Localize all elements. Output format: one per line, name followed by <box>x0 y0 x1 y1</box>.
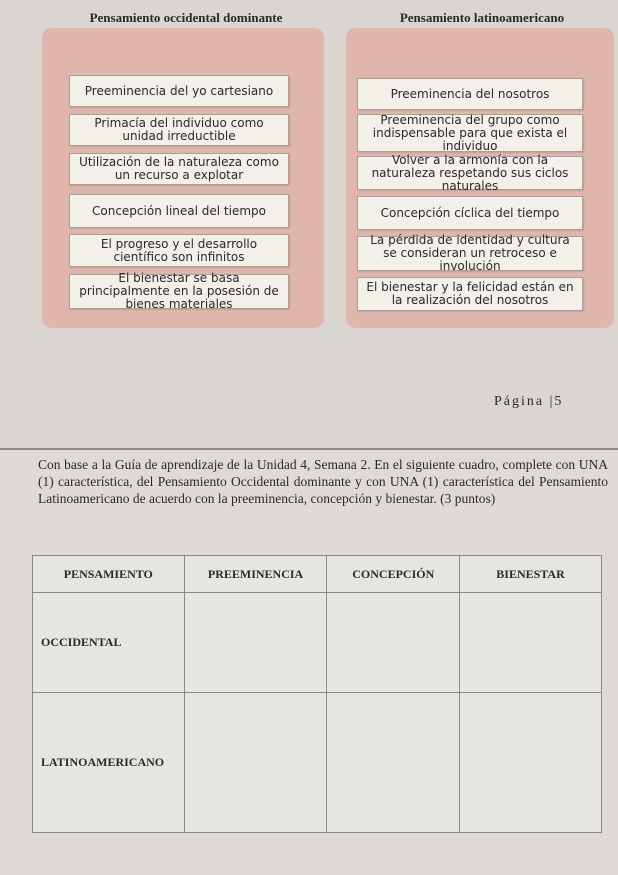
header-concepcion: CONCEPCIÓN <box>327 556 460 593</box>
answer-cell[interactable] <box>327 593 460 693</box>
row-label-occidental: OCCIDENTAL <box>33 593 185 693</box>
occidental-item: Utilización de la naturaleza como un recurso a explotar <box>69 153 289 185</box>
occidental-item: El progreso y el desarrollo científico son infinitos <box>69 234 289 267</box>
occidental-item: Preeminencia del yo cartesiano <box>69 75 289 107</box>
occidental-title: Pensamiento occidental dominante <box>89 10 283 25</box>
latinoamericano-item: Preeminencia del grupo como indispensable para que exista el individuo <box>357 114 583 152</box>
table-header-row <box>33 556 602 593</box>
header-pensamiento: PENSAMIENTO <box>33 556 185 593</box>
header-preeminencia: PREEMINENCIA <box>184 556 327 593</box>
answer-cell[interactable] <box>327 693 460 833</box>
latinoamericano-item: Preeminencia del nosotros <box>357 78 583 110</box>
answer-cell[interactable] <box>460 693 602 833</box>
table-row <box>33 693 602 833</box>
latinoamericano-item: Volver a la armonía con la naturaleza respetando sus ciclos naturales <box>357 156 583 190</box>
header-bienestar: BIENESTAR <box>460 556 602 593</box>
latinoamericano-item: La pérdida de identidad y cultura se consideran un retroceso e involución <box>357 236 583 271</box>
occidental-item: Concepción lineal del tiempo <box>69 194 289 228</box>
latinoamericano-title: Pensamiento latinoamericano <box>399 10 565 25</box>
answer-table <box>32 555 602 833</box>
answer-cell[interactable] <box>184 593 327 693</box>
latinoamericano-item: El bienestar y la felicidad están en la realización del nosotros <box>357 277 583 311</box>
occidental-item: El bienestar se basa principalmente en la posesión de bienes materiales <box>69 274 289 309</box>
table-row <box>33 593 602 693</box>
latinoamericano-item: Concepción cíclica del tiempo <box>357 196 583 230</box>
page-number: Página |5 <box>494 394 564 409</box>
answer-cell[interactable] <box>184 693 327 833</box>
occidental-item: Primacía del individuo como unidad irreductible <box>69 114 289 146</box>
answer-cell[interactable] <box>460 593 602 693</box>
row-label-latinoamericano: LATINOAMERICANO <box>33 693 185 833</box>
instructions: Con base a la Guía de aprendizaje de la Unidad 4, Semana 2. En el siguiente cuadro, complete con UNA (1) característica, del Pensamiento Occidental dominante y con UNA (1) característica del Pensamiento Latinoamericano de acuerdo con la preeminencia, concepción y bienestar. (3 puntos) <box>38 457 608 506</box>
